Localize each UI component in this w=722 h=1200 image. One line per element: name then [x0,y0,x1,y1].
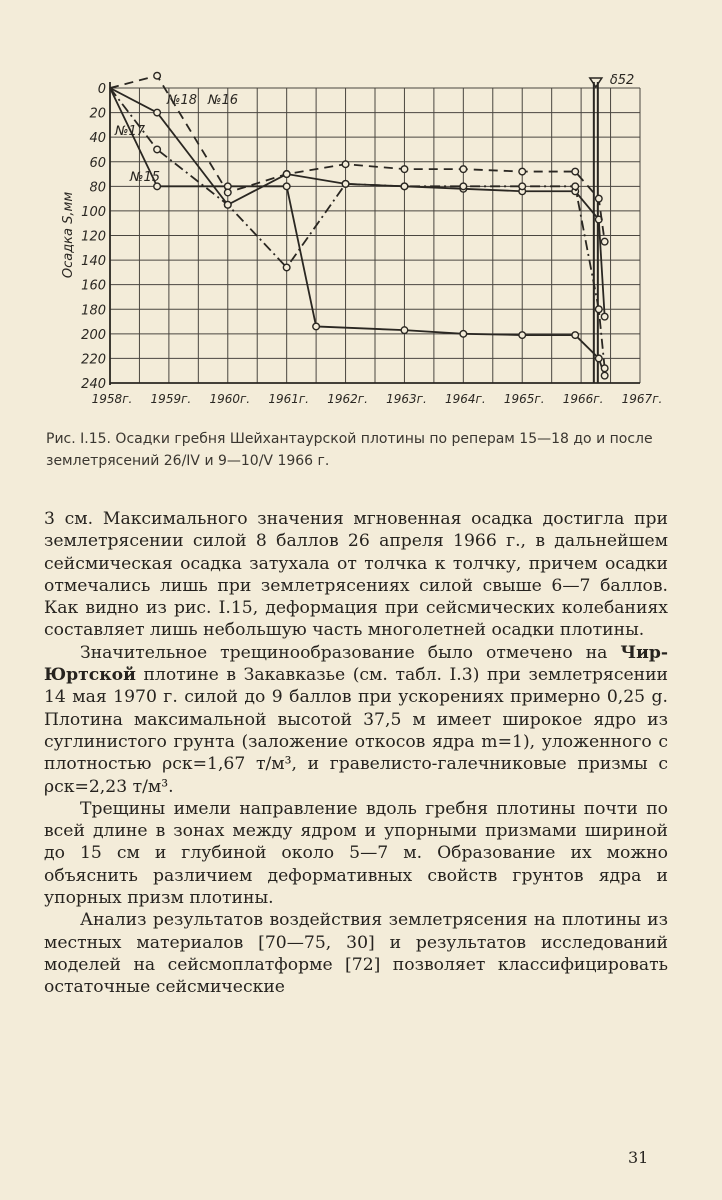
reper-label: №16 [208,93,239,108]
x-tick-label: 1964г. [444,392,486,406]
y-tick-label: 200 [81,327,106,343]
paragraph-2 [44,642,668,798]
marker-label: δ52 [609,73,635,88]
y-tick-label: 0 [97,82,106,97]
data-point [342,181,349,188]
data-point [154,109,161,116]
y-tick-label: 180 [81,303,106,319]
data-point [224,201,231,208]
x-tick-label: 1958г. [91,392,133,406]
dam-name-bold: Чир-Юртской [44,642,668,686]
y-tick-label: 120 [81,229,106,245]
data-point [595,355,602,362]
data-point [313,323,320,330]
data-point [283,183,290,190]
page-number: 31 [628,1148,649,1167]
reper-label: №17 [115,124,146,139]
data-point [572,332,579,339]
body-text [44,508,668,999]
x-tick-label: 1959г. [150,392,192,406]
x-tick-label: 1967г. [621,392,663,406]
y-tick-label: 20 [89,106,106,122]
reper-label: №18 [167,93,198,108]
y-tick-label: 80 [89,180,106,196]
reper-label: №15 [130,170,161,185]
data-point [283,264,290,271]
data-point [401,327,408,334]
y-tick-label: 240 [81,377,106,392]
data-point [601,372,608,379]
y-tick-label: 140 [81,254,106,270]
settlement-figure [0,0,722,420]
data-point [595,195,602,202]
y-tick-label: 60 [89,155,106,171]
figure-caption: Рис. I.15. Осадки гребня Шейхантаурской плотины по реперам 15—18 до и после землетрясений 26/IV и 9—10/V 1966 г. [46,431,653,469]
series-line-2 [110,88,605,368]
paragraph-3: Трещины имели направление вдоль гребня плотины почти по всей длине в зонах между ядром и упорными призмами шириной до 15 см и глубиной около 5—7 м. Образование их можно объяснить различием деформативных свойств грунтов ядра и упорных призм плотины. [44,798,668,909]
y-tick-label: 160 [81,278,106,294]
data-point [401,183,408,190]
data-point [519,332,526,339]
paragraph-2-start: Значительное трещинообразование было отмечено на [80,642,621,663]
water-level-marker-icon [590,78,602,87]
x-tick-label: 1962г. [327,392,368,406]
data-point [283,171,290,178]
x-tick-label: 1960г. [209,392,251,406]
data-point [401,166,408,173]
data-point [460,331,467,338]
data-point [519,183,526,190]
data-point [519,168,526,175]
data-point [572,168,579,175]
y-tick-label: 220 [81,352,106,368]
data-point [224,189,231,196]
data-point [595,306,602,313]
paragraph-2-rest: плотине в Закавказье (см. табл. I.3) при землетрясении 14 мая 1970 г. силой до 9 баллов при ускорениях примерно 0,25 g. Плотина максимальной высотой 37,5 м имеет широкое ядро из суглинистого грунта (заложение откосов ядра m=1), уложенного с плотностью ρск=1,67 т/м³, и гравелисто-галечниковые призмы с ρск=2,23 т/м³. [44,665,668,797]
x-tick-label: 1963г. [386,392,427,406]
x-tick-label: 1966г. [562,392,604,406]
y-tick-label: 100 [81,204,106,220]
data-point [460,183,467,190]
y-tick-label: 40 [89,131,106,147]
x-tick-label: 1965г. [503,392,545,406]
data-point [154,146,161,153]
x-tick-label: 1961г. [268,392,310,406]
series-line-0 [110,88,605,376]
data-point [572,183,579,190]
paragraph-1: 3 см. Максимального значения мгновенная осадка достигла при землетрясении силой 8 баллов 26 апреля 1966 г., в дальнейшем сейсмическая осадка затухала от толчка к толчку, причем осадки отмечались лишь при землетрясениях силой свыше 6—7 баллов. Как видно из рис. I.15, деформация при сейсмических колебаниях составляет лишь небольшую часть многолетней осадки плотины. [44,509,668,641]
data-point [601,365,608,372]
settlement-chart [0,0,722,420]
data-point [342,161,349,168]
data-point [154,72,161,79]
data-point [601,238,608,245]
y-axis-label: Осадка S,мм [61,191,76,279]
data-point [601,313,608,320]
series-line-1 [110,88,605,317]
paragraph-4: Анализ результатов воздействия землетрясения на плотины из местных материалов [70—75, 30] и результатов исследований моделей на сейсмоплатформе [72] позволяет классифицировать остаточные сейсмические [44,910,668,998]
data-point [460,166,467,173]
